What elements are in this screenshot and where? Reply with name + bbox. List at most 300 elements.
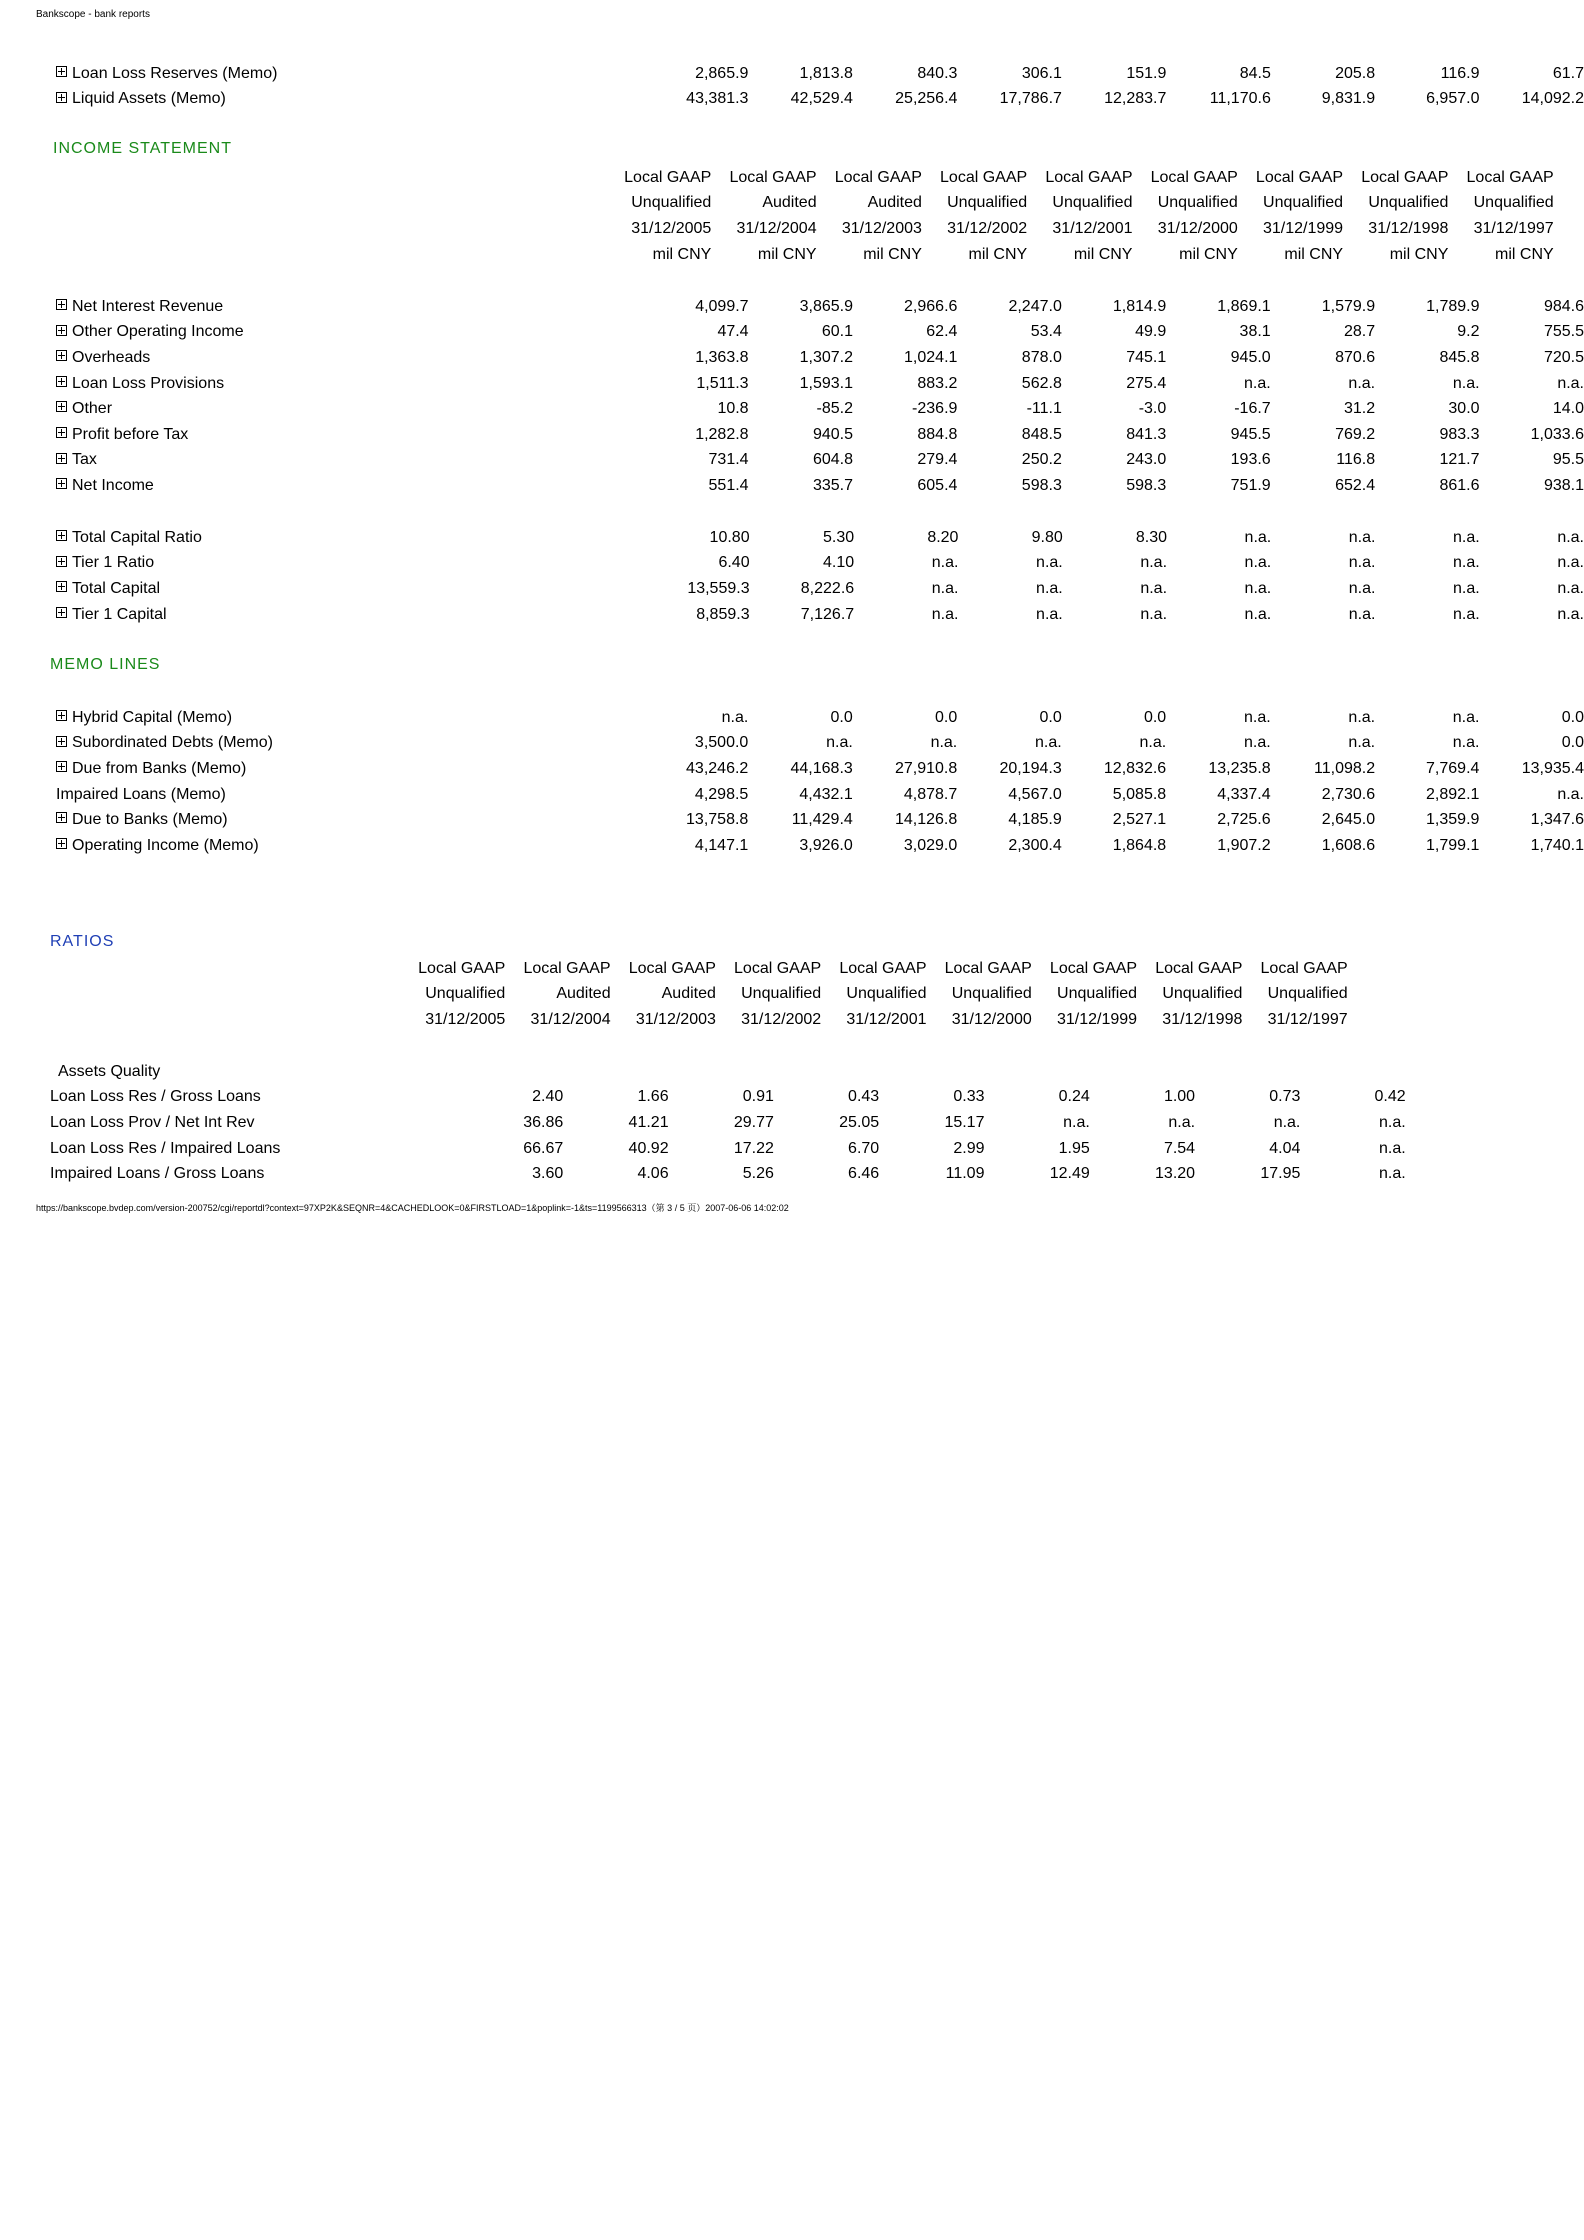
value-cell: n.a. bbox=[1557, 374, 1584, 392]
column-header-gaap: Local GAAP bbox=[624, 168, 712, 186]
column-header-audit: Unqualified bbox=[1473, 194, 1554, 212]
row-label: Tier 1 Ratio bbox=[72, 554, 155, 572]
value-cell: 12,832.6 bbox=[1103, 759, 1167, 777]
value-cell: 3,865.9 bbox=[799, 297, 853, 315]
value-cell: 14,126.8 bbox=[894, 811, 958, 829]
expand-plus-icon[interactable] bbox=[56, 530, 67, 541]
value-cell: 1,907.2 bbox=[1217, 836, 1271, 854]
page-header: Bankscope - bank reports bbox=[36, 9, 150, 20]
row-label: Other bbox=[72, 400, 113, 418]
value-cell: 1,740.1 bbox=[1530, 836, 1584, 854]
value-cell: 6.46 bbox=[848, 1165, 880, 1183]
column-header-gaap: Local GAAP bbox=[418, 959, 506, 977]
value-cell: 11,429.4 bbox=[791, 811, 853, 829]
value-cell: 15.17 bbox=[944, 1113, 985, 1131]
value-cell: 983.3 bbox=[1439, 425, 1480, 443]
value-cell: 95.5 bbox=[1552, 451, 1584, 469]
value-cell: 0.0 bbox=[1143, 708, 1167, 726]
value-cell: 40.92 bbox=[628, 1139, 669, 1157]
value-cell: n.a. bbox=[1452, 708, 1480, 726]
value-cell: 1,359.9 bbox=[1426, 811, 1480, 829]
expand-plus-icon[interactable] bbox=[56, 350, 67, 361]
column-header-dates: 31/12/1998 bbox=[1162, 1010, 1243, 1028]
header-row-gaap bbox=[400, 956, 1348, 982]
column-header-units: mil CNY bbox=[652, 245, 712, 263]
column-header-gaap: Local GAAP bbox=[1466, 168, 1554, 186]
value-cell: 8,222.6 bbox=[800, 579, 855, 597]
column-header-gaap: Local GAAP bbox=[944, 959, 1032, 977]
expand-plus-icon[interactable] bbox=[56, 453, 67, 464]
value-cell: 193.6 bbox=[1230, 451, 1271, 469]
value-cell: n.a. bbox=[1036, 554, 1063, 572]
value-cell: 14,092.2 bbox=[1521, 90, 1584, 108]
row-label: Liquid Assets (Memo) bbox=[72, 90, 226, 108]
expand-plus-icon[interactable] bbox=[56, 299, 67, 310]
expand-plus-icon[interactable] bbox=[56, 376, 67, 387]
value-cell: 945.0 bbox=[1230, 348, 1271, 366]
expand-plus-icon[interactable] bbox=[56, 812, 67, 823]
column-header-gaap: Local GAAP bbox=[1255, 168, 1344, 186]
table-row bbox=[36, 61, 1584, 87]
value-cell: 884.8 bbox=[917, 425, 958, 443]
value-cell: 0.0 bbox=[935, 708, 958, 726]
value-cell: 7,126.7 bbox=[800, 605, 855, 623]
income-statement-table bbox=[36, 294, 1584, 499]
value-cell: 940.5 bbox=[812, 425, 853, 443]
value-cell: 27,910.8 bbox=[894, 759, 958, 777]
column-header-units: mil CNY bbox=[1495, 245, 1554, 263]
value-cell: 4.10 bbox=[823, 554, 855, 572]
row-label-cell bbox=[36, 345, 644, 371]
value-cell: 0.73 bbox=[1269, 1088, 1301, 1106]
value-cell: 2,892.1 bbox=[1426, 785, 1480, 803]
row-label: Subordinated Debts (Memo) bbox=[72, 734, 273, 752]
expand-plus-icon[interactable] bbox=[56, 838, 67, 849]
column-header-audit: Unqualified bbox=[1162, 985, 1243, 1003]
table-row bbox=[36, 602, 1584, 628]
row-label: Loan Loss Res / Gross Loans bbox=[50, 1088, 261, 1106]
value-cell: 845.8 bbox=[1439, 348, 1480, 366]
value-cell: 848.5 bbox=[1021, 425, 1062, 443]
table-row bbox=[36, 448, 1584, 474]
value-cell: 9,831.9 bbox=[1321, 90, 1376, 108]
table-row bbox=[36, 320, 1584, 346]
value-cell: n.a. bbox=[1244, 374, 1271, 392]
row-label-cell bbox=[36, 525, 645, 551]
value-cell: 151.9 bbox=[1126, 64, 1167, 82]
table-row bbox=[36, 833, 1584, 859]
column-header-units: mil CNY bbox=[1284, 245, 1344, 263]
value-cell: 1,307.2 bbox=[799, 348, 853, 366]
value-cell: 731.4 bbox=[708, 451, 749, 469]
row-label-cell bbox=[36, 602, 645, 628]
value-cell: n.a. bbox=[931, 579, 959, 597]
value-cell: n.a. bbox=[1557, 554, 1584, 572]
value-cell: 0.33 bbox=[953, 1088, 985, 1106]
ratios-table bbox=[50, 1059, 1406, 1187]
column-header-gaap: Local GAAP bbox=[940, 168, 1028, 186]
value-cell: 66.67 bbox=[523, 1139, 564, 1157]
value-cell: n.a. bbox=[1557, 785, 1584, 803]
row-label-cell bbox=[36, 833, 644, 859]
column-header-gaap: Local GAAP bbox=[1260, 959, 1348, 977]
top-memo-table bbox=[36, 61, 1584, 112]
value-cell: n.a. bbox=[1244, 579, 1272, 597]
row-label: Operating Income (Memo) bbox=[72, 836, 259, 854]
value-cell: 755.5 bbox=[1543, 323, 1584, 341]
table-row bbox=[36, 525, 1584, 551]
value-cell: 36.86 bbox=[523, 1113, 564, 1131]
table-row bbox=[36, 371, 1584, 397]
column-header-dates: 31/12/2001 bbox=[1052, 219, 1133, 237]
value-cell: n.a. bbox=[1036, 579, 1063, 597]
value-cell: 883.2 bbox=[917, 374, 958, 392]
column-header-audit: Audited bbox=[556, 985, 611, 1003]
value-cell: 598.3 bbox=[1126, 476, 1167, 494]
value-cell: 13,758.8 bbox=[686, 811, 749, 829]
value-cell: 28.7 bbox=[1343, 323, 1376, 341]
value-cell: 2,527.1 bbox=[1112, 811, 1167, 829]
value-cell: 984.6 bbox=[1543, 297, 1584, 315]
expand-plus-icon[interactable] bbox=[56, 66, 67, 77]
value-cell: 598.3 bbox=[1021, 476, 1062, 494]
value-cell: n.a. bbox=[1452, 579, 1480, 597]
value-cell: 0.42 bbox=[1374, 1088, 1406, 1106]
column-header-audit: Unqualified bbox=[1263, 194, 1344, 212]
column-header-gaap: Local GAAP bbox=[729, 168, 817, 186]
table-row bbox=[50, 1161, 1406, 1187]
table-row bbox=[36, 782, 1584, 808]
row-label: Overheads bbox=[72, 348, 151, 366]
row-label: Profit before Tax bbox=[72, 425, 189, 443]
header-row-audit bbox=[606, 191, 1554, 217]
value-cell: 0.43 bbox=[848, 1088, 880, 1106]
expand-plus-icon[interactable] bbox=[56, 761, 67, 772]
value-cell: 0.0 bbox=[830, 708, 853, 726]
column-header-gaap: Local GAAP bbox=[734, 959, 822, 977]
column-header-dates: 31/12/2000 bbox=[1157, 219, 1238, 237]
ratios-column-headers bbox=[400, 956, 1348, 1033]
value-cell: 3.60 bbox=[532, 1165, 564, 1183]
row-label-cell bbox=[36, 782, 644, 808]
expand-plus-icon[interactable] bbox=[56, 556, 67, 567]
value-cell: 605.4 bbox=[917, 476, 958, 494]
value-cell: n.a. bbox=[826, 734, 853, 752]
expand-plus-icon[interactable] bbox=[56, 92, 67, 103]
value-cell: 1,282.8 bbox=[695, 425, 749, 443]
value-cell: n.a. bbox=[1452, 734, 1480, 752]
column-header-dates: 31/12/1997 bbox=[1473, 219, 1554, 237]
value-cell: 2,966.6 bbox=[904, 297, 958, 315]
value-cell: 1,799.1 bbox=[1426, 836, 1480, 854]
table-row bbox=[36, 396, 1584, 422]
table-row bbox=[50, 1136, 1406, 1162]
value-cell: n.a. bbox=[1378, 1139, 1406, 1157]
value-cell: n.a. bbox=[1348, 579, 1376, 597]
value-cell: -85.2 bbox=[816, 400, 853, 418]
table-row bbox=[36, 576, 1584, 602]
value-cell: 4,185.9 bbox=[1008, 811, 1062, 829]
value-cell: 2,865.9 bbox=[695, 64, 749, 82]
column-header-gaap: Local GAAP bbox=[1155, 959, 1243, 977]
memo-lines-table bbox=[36, 705, 1584, 859]
value-cell: 61.7 bbox=[1552, 64, 1584, 82]
value-cell: 8,859.3 bbox=[696, 605, 750, 623]
value-cell: 8.30 bbox=[1135, 528, 1168, 546]
value-cell: 1,511.3 bbox=[696, 374, 749, 392]
row-label: Tier 1 Capital bbox=[72, 605, 167, 623]
value-cell: n.a. bbox=[1348, 605, 1376, 623]
expand-plus-icon[interactable] bbox=[56, 401, 67, 412]
value-cell: 1,363.8 bbox=[695, 348, 749, 366]
column-header-dates: 31/12/2002 bbox=[741, 1010, 822, 1028]
row-label-cell bbox=[36, 320, 644, 346]
expand-plus-icon[interactable] bbox=[56, 607, 67, 618]
value-cell: 2,730.6 bbox=[1321, 785, 1376, 803]
value-cell: 0.91 bbox=[742, 1088, 774, 1106]
value-cell: 0.0 bbox=[1561, 708, 1584, 726]
value-cell: n.a. bbox=[1348, 554, 1376, 572]
value-cell: 116.9 bbox=[1440, 64, 1480, 82]
expand-plus-icon[interactable] bbox=[56, 478, 67, 489]
row-label-cell bbox=[36, 576, 645, 602]
value-cell: 275.4 bbox=[1126, 374, 1167, 392]
row-label: Net Interest Revenue bbox=[72, 297, 224, 315]
row-label-cell bbox=[36, 731, 644, 757]
value-cell: 1.95 bbox=[1058, 1139, 1090, 1157]
table-row bbox=[36, 807, 1584, 833]
column-header-units: mil CNY bbox=[1073, 245, 1133, 263]
row-label: Other Operating Income bbox=[72, 323, 244, 341]
value-cell: n.a. bbox=[1273, 1113, 1301, 1131]
value-cell: n.a. bbox=[931, 554, 959, 572]
table-row bbox=[50, 1110, 1406, 1136]
value-cell: -236.9 bbox=[912, 400, 958, 418]
expand-plus-icon[interactable] bbox=[56, 325, 67, 336]
value-cell: 4.04 bbox=[1269, 1139, 1301, 1157]
column-header-dates: 31/12/1997 bbox=[1267, 1010, 1348, 1028]
value-cell: 38.1 bbox=[1239, 323, 1271, 341]
row-label-cell bbox=[36, 87, 644, 113]
value-cell: 17,786.7 bbox=[999, 90, 1062, 108]
value-cell: 5.30 bbox=[823, 528, 855, 546]
column-header-dates: 31/12/2005 bbox=[425, 1010, 506, 1028]
value-cell: n.a. bbox=[930, 734, 958, 752]
table-row bbox=[36, 705, 1584, 731]
value-cell: n.a. bbox=[1244, 605, 1272, 623]
group-row bbox=[50, 1059, 1406, 1085]
column-header-dates: 31/12/1998 bbox=[1368, 219, 1449, 237]
expand-plus-icon[interactable] bbox=[56, 427, 67, 438]
value-cell: 12.49 bbox=[1049, 1165, 1090, 1183]
column-header-gaap: Local GAAP bbox=[839, 959, 927, 977]
value-cell: n.a. bbox=[1557, 528, 1584, 546]
column-header-units: mil CNY bbox=[968, 245, 1028, 263]
value-cell: 4,878.7 bbox=[903, 785, 958, 803]
value-cell: 11.09 bbox=[945, 1165, 985, 1183]
value-cell: 14.0 bbox=[1552, 400, 1584, 418]
column-header-units: mil CNY bbox=[1389, 245, 1449, 263]
value-cell: 1,033.6 bbox=[1530, 425, 1584, 443]
value-cell: n.a. bbox=[1243, 708, 1271, 726]
value-cell: 49.9 bbox=[1135, 323, 1167, 341]
value-cell: n.a. bbox=[1139, 734, 1167, 752]
value-cell: 5,085.8 bbox=[1112, 785, 1167, 803]
row-label-cell bbox=[36, 756, 644, 782]
value-cell: n.a. bbox=[1063, 1113, 1090, 1131]
value-cell: n.a. bbox=[1244, 554, 1272, 572]
value-cell: -11.1 bbox=[1026, 400, 1062, 418]
value-cell: 1.00 bbox=[1163, 1088, 1196, 1106]
value-cell: 1.66 bbox=[637, 1088, 669, 1106]
row-label: Due to Banks (Memo) bbox=[72, 811, 228, 829]
value-cell: 13,235.8 bbox=[1208, 759, 1271, 777]
value-cell: n.a. bbox=[1378, 1165, 1406, 1183]
column-header-units: mil CNY bbox=[863, 245, 922, 263]
value-cell: n.a. bbox=[1557, 579, 1584, 597]
column-header-gaap: Local GAAP bbox=[1361, 168, 1449, 186]
value-cell: 562.8 bbox=[1021, 374, 1062, 392]
column-header-dates: 31/12/2001 bbox=[846, 1010, 927, 1028]
value-cell: 720.5 bbox=[1543, 348, 1584, 366]
value-cell: 7.54 bbox=[1163, 1139, 1196, 1157]
value-cell: 6.40 bbox=[718, 554, 750, 572]
value-cell: n.a. bbox=[1243, 734, 1271, 752]
value-cell: 551.4 bbox=[708, 476, 749, 494]
value-cell: 5.26 bbox=[742, 1165, 774, 1183]
table-row bbox=[36, 345, 1584, 371]
column-header-dates: 31/12/2003 bbox=[841, 219, 922, 237]
row-label-cell bbox=[36, 294, 644, 320]
value-cell: 2,300.4 bbox=[1008, 836, 1062, 854]
row-label-cell bbox=[36, 473, 644, 499]
value-cell: 13,559.3 bbox=[687, 579, 750, 597]
value-cell: 3,029.0 bbox=[903, 836, 958, 854]
column-header-audit: Unqualified bbox=[425, 985, 506, 1003]
value-cell: 13.20 bbox=[1155, 1165, 1196, 1183]
value-cell: 4,099.7 bbox=[695, 297, 749, 315]
value-cell: n.a. bbox=[1168, 1113, 1196, 1131]
table-row bbox=[36, 87, 1584, 113]
value-cell: 6,957.0 bbox=[1426, 90, 1480, 108]
value-cell: 1,864.8 bbox=[1112, 836, 1167, 854]
value-cell: 279.4 bbox=[917, 451, 958, 469]
value-cell: 769.2 bbox=[1335, 425, 1376, 443]
value-cell: 9.2 bbox=[1457, 323, 1480, 341]
value-cell: 10.80 bbox=[709, 528, 750, 546]
row-label: Impaired Loans (Memo) bbox=[56, 785, 226, 803]
column-header-units: mil CNY bbox=[1179, 245, 1238, 263]
value-cell: n.a. bbox=[1140, 605, 1168, 623]
column-header-audit: Unqualified bbox=[1057, 985, 1138, 1003]
table-row bbox=[36, 422, 1584, 448]
column-header-gaap: Local GAAP bbox=[523, 959, 611, 977]
value-cell: 41.21 bbox=[628, 1113, 669, 1131]
value-cell: 62.4 bbox=[926, 323, 958, 341]
value-cell: 9.80 bbox=[1031, 528, 1063, 546]
value-cell: 17.22 bbox=[733, 1139, 774, 1157]
value-cell: 25,256.4 bbox=[895, 90, 958, 108]
row-label-cell bbox=[36, 705, 644, 731]
row-label-cell bbox=[36, 448, 644, 474]
expand-plus-icon[interactable] bbox=[56, 710, 67, 721]
value-cell: n.a. bbox=[1452, 554, 1480, 572]
income-statement-column-headers bbox=[606, 165, 1554, 267]
column-header-dates: 31/12/2003 bbox=[635, 1010, 716, 1028]
value-cell: 4,432.1 bbox=[799, 785, 853, 803]
header-row-audit bbox=[400, 982, 1348, 1008]
value-cell: 8.20 bbox=[927, 528, 959, 546]
row-label: Loan Loss Reserves (Memo) bbox=[72, 64, 278, 82]
table-row bbox=[36, 294, 1584, 320]
column-header-audit: Audited bbox=[762, 194, 817, 212]
expand-plus-icon[interactable] bbox=[56, 736, 67, 747]
value-cell: 44,168.3 bbox=[790, 759, 853, 777]
value-cell: 43,381.3 bbox=[686, 90, 749, 108]
value-cell: 7,769.4 bbox=[1426, 759, 1480, 777]
value-cell: 840.3 bbox=[917, 64, 958, 82]
value-cell: 42,529.4 bbox=[790, 90, 853, 108]
value-cell: 306.1 bbox=[1021, 64, 1062, 82]
value-cell: n.a. bbox=[1452, 374, 1480, 392]
value-cell: 745.1 bbox=[1126, 348, 1167, 366]
value-cell: 10.8 bbox=[717, 400, 749, 418]
header-row-gaap bbox=[606, 165, 1554, 191]
value-cell: 1,814.9 bbox=[1112, 297, 1167, 315]
footer-url: https://bankscope.bvdep.com/version-200752/cgi/reportdl?context=97XP2K&SEQNR=4&CACHEDLOOK=0&FIRSTLOAD=1&poplink=-1&ts=1199566313（第 3 / 5 页）2007-06-06 14:02:02 bbox=[36, 1203, 789, 1213]
value-cell: 243.0 bbox=[1126, 451, 1167, 469]
value-cell: 31.2 bbox=[1343, 400, 1376, 418]
header-row-dates bbox=[400, 1007, 1348, 1033]
value-cell: 652.4 bbox=[1335, 476, 1376, 494]
table-row bbox=[36, 731, 1584, 757]
memo-lines-title: MEMO LINES bbox=[50, 656, 161, 673]
row-label-cell bbox=[36, 61, 644, 87]
value-cell: 938.1 bbox=[1543, 476, 1584, 494]
column-header-audit: Unqualified bbox=[741, 985, 822, 1003]
value-cell: 1,813.8 bbox=[799, 64, 853, 82]
value-cell: 116.8 bbox=[1336, 451, 1376, 469]
row-label: Hybrid Capital (Memo) bbox=[72, 708, 233, 726]
row-label: Tax bbox=[72, 451, 97, 469]
value-cell: n.a. bbox=[1452, 605, 1480, 623]
value-cell: 1,789.9 bbox=[1426, 297, 1480, 315]
column-header-gaap: Local GAAP bbox=[1049, 959, 1138, 977]
column-header-audit: Unqualified bbox=[1368, 194, 1449, 212]
column-header-gaap: Local GAAP bbox=[1150, 168, 1238, 186]
expand-plus-icon[interactable] bbox=[56, 581, 67, 592]
table-row bbox=[36, 756, 1584, 782]
row-label: Loan Loss Res / Impaired Loans bbox=[50, 1139, 281, 1157]
column-header-dates: 31/12/2004 bbox=[530, 1010, 611, 1028]
value-cell: n.a. bbox=[721, 708, 749, 726]
value-cell: n.a. bbox=[1035, 734, 1062, 752]
value-cell: 1,593.1 bbox=[799, 374, 853, 392]
table-row bbox=[36, 551, 1584, 577]
value-cell: 0.24 bbox=[1058, 1088, 1090, 1106]
table-row bbox=[50, 1085, 1406, 1111]
value-cell: 250.2 bbox=[1021, 451, 1062, 469]
value-cell: n.a. bbox=[1378, 1113, 1406, 1131]
value-cell: 945.5 bbox=[1230, 425, 1271, 443]
value-cell: n.a. bbox=[1348, 708, 1376, 726]
value-cell: 11,170.6 bbox=[1209, 90, 1271, 108]
row-label-cell bbox=[36, 396, 644, 422]
column-header-audit: Audited bbox=[867, 194, 922, 212]
row-label: Impaired Loans / Gross Loans bbox=[50, 1165, 265, 1183]
value-cell: n.a. bbox=[1348, 528, 1376, 546]
value-cell: 2,247.0 bbox=[1008, 297, 1062, 315]
